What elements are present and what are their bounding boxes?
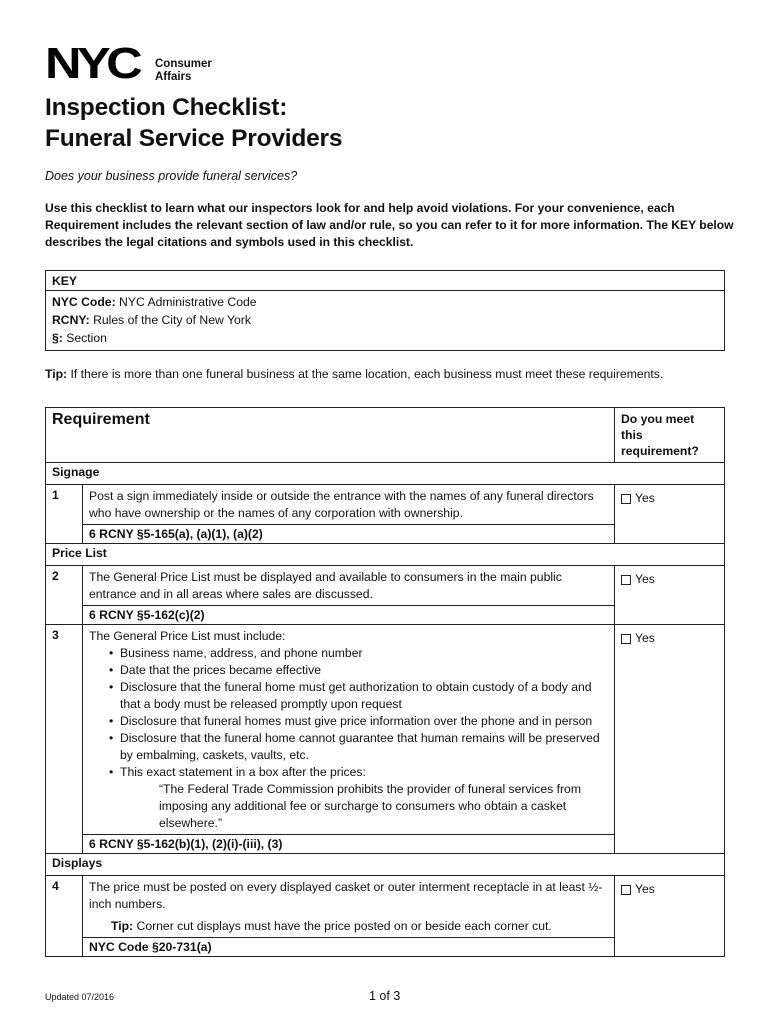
citation: 6 RCNY §5-165(a), (a)(1), (a)(2) [83,524,614,543]
checkbox-icon[interactable] [621,494,631,504]
section-row [46,544,724,566]
requirement-number: 4 [46,876,83,956]
citation: 6 RCNY §5-162(c)(2) [83,605,614,624]
key-heading: KEY [46,271,724,291]
citation: 6 RCNY §5-162(b)(1), (2)(i)-(iii), (3) [83,834,614,853]
key-item: RCNY: Rules of the City of New York [52,313,251,327]
section-displays: Displays [52,856,103,870]
page-title: Inspection Checklist: Funeral Service Providers [45,94,343,152]
nyc-logo-mark: NYC [45,39,139,88]
updated-date: Updated 07/2016 [45,992,115,1002]
section-row [46,854,724,876]
key-item: §: Section [52,331,107,345]
requirement-cell: The General Price List must include: • Business name, address, and phone number • Date that the prices became effective • Disclosure that the funeral home must get authorization to obtain custody of a body and that a body must be released promptly upon request • Disclosure that funeral homes must give price information over the phone and in person • Disclosure that the funeral home cannot guarantee that human remains will be preserved by embalming, caskets, vaults, etc. • This exact statement in a box after the prices: “The Federal Trade Commission prohibits the provider of funeral services from imposing any additional fee or surcharge to consumers who obtain a casket elsewhere.” 6 RCNY §5-162(b)(1), (2)(i)-(iii), (3) [83,625,615,853]
logo-agency-name: Consumer Affairs [155,58,212,83]
ftc-quote: “The Federal Trade Commission prohibits the provider of funeral services from imposing any additional fee or surcharge to consumers who obtain a casket elsewhere.” [159,782,581,830]
requirement-number: 2 [46,566,83,624]
checkbox-icon[interactable] [621,634,631,644]
list-item: • Date that the prices became effective [109,662,608,679]
list-item: • This exact statement in a box after the prices: [109,764,608,781]
yes-checkbox[interactable]: Yes [621,630,718,647]
requirement-number: 3 [46,625,83,853]
requirement-cell: The General Price List must be displayed and available to consumers in the main public entrance and in all areas where sales are discussed. 6 RCNY §5-162(c)(2) [83,566,615,624]
checkbox-icon[interactable] [621,575,631,585]
table-row [46,485,724,544]
key-list [46,291,724,350]
checkbox-icon[interactable] [621,885,631,895]
requirements-table [45,407,725,957]
key-item: NYC Code: NYC Administrative Code [52,295,257,309]
page-subtitle: Does your business provide funeral services? [45,169,298,183]
nyc-consumer-affairs-logo [45,39,212,88]
list-item: • Disclosure that the funeral home must get authorization to obtain custody of a body and that a body must be released promptly upon request [109,679,608,713]
yes-checkbox[interactable]: Yes [621,881,718,898]
corner-cut-tip: Tip: Corner cut displays must have the price posted on or beside each corner cut. [111,919,552,933]
header-answer: Do you meet this requirement? [621,412,699,458]
price-list-bullets [89,645,608,781]
table-row [46,625,724,854]
requirement-number: 1 [46,485,83,543]
table-header-row [46,408,724,463]
key-box [45,270,725,351]
citation: NYC Code §20-731(a) [83,937,614,956]
list-item: • Disclosure that the funeral home cannot guarantee that human remains will be preserved by embalming, caskets, vaults, etc. [109,730,608,764]
intro-paragraph: Use this checklist to learn what our inspectors look for and help avoid violations. For your convenience, each Requirement includes the relevant section of law and/or rule, so you can refer to it for more information. The KEY below describes the legal citations and symbols used in this checklist. [45,201,734,249]
section-row [46,463,724,485]
section-signage: Signage [52,465,100,479]
table-row [46,876,724,956]
requirement-cell: The price must be posted on every displayed casket or outer interment receptacle in at least ½-inch numbers. Tip: Corner cut displays must have the price posted on or beside each corner cut. NYC Code §20-731(a) [83,876,615,956]
list-item: • Disclosure that funeral homes must give price information over the phone and in person [109,713,608,730]
yes-checkbox[interactable]: Yes [621,490,718,507]
yes-checkbox[interactable]: Yes [621,571,718,588]
list-item: • Business name, address, and phone number [109,645,608,662]
requirement-cell: Post a sign immediately inside or outside the entrance with the names of any funeral directors who have ownership or the names of any corporation with ownership. 6 RCNY §5-165(a), (a)(1), (a)(2) [83,485,615,543]
page-number: 1 of 3 [369,989,401,1003]
section-price-list: Price List [52,546,107,560]
header-requirement: Requirement [46,408,615,462]
table-row [46,566,724,625]
location-tip: Tip: If there is more than one funeral business at the same location, each business must meet these requirements. [45,367,664,381]
